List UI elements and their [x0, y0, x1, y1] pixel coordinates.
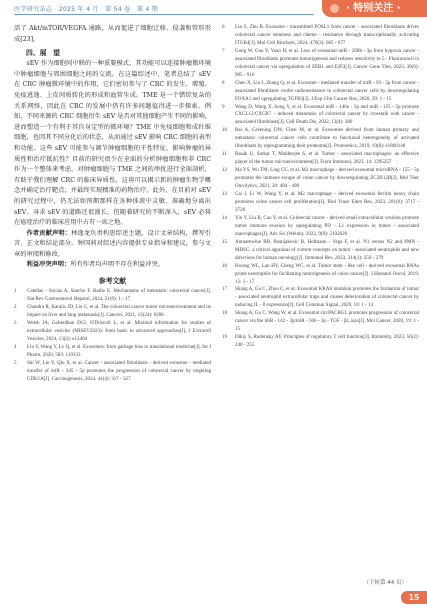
reference-item — [222, 80, 419, 104]
reference-number: 17 — [222, 286, 228, 293]
reference-number: 19 — [222, 334, 228, 341]
reference-text: Gong W, Guo Y, Yuan H, et al. Loss of exosomal miR - 200b - 3p from hypoxia cancer - associated fibroblasts promotes tumorigenesis and reduces sensitivity to 5 - Fluorouracil in colorectal cancer via upregulation of ZEB1 and E2F3[J]. Cancer Gene Ther, 2023, 30(6): 905 - 916 — [235, 47, 419, 78]
reference-text: Welsh JA, Goberdhan DCI, O'Driscoll L, et al. Minimal information for studies of extracellular vesicles (MISEV2023): from basic to advanced approaches[J]. J Extracell Vesicles, 2024, 13(2): e12404 — [27, 319, 211, 342]
reference-item — [222, 48, 419, 80]
reference-text: Shang A, Gu C, Zhou C, et al. Exosomal KRAS mutation promotes the formation of tumor - associated neutrophil extracellular traps and causes deterioration of colorectal cancer by inducing IL - 8 expression[J]. Cell Commun Signal, 2020, 18: 1 - 14 — [235, 286, 419, 309]
reference-text: Catellas - Socias A, Sancho F, Batlle E. Mechanisms of metastatic colorectal cancer[J]. Nat Rev Gastroenterol Hepatol, 2024, 21(9): 1 - 17 — [27, 288, 211, 303]
reference-text: Shang A, Gu C, Wang W, et al. Exosomal circPACRGL promotes progression of colorectal cancer via the miR - 142 - 3p/miR - 506 - 3p - TGF - β1 axis[J]. Mol Cancer, 2020, 19: 1 - 15 — [235, 310, 419, 333]
left-column — [14, 24, 211, 384]
reference-number: 3 — [14, 319, 17, 326]
reference-item — [222, 239, 419, 263]
reference-number: 13 — [222, 191, 228, 198]
reference-text: Chandra R, Karalis JD, Liu C, et al. The colorectal cancer tumor microenvironment and its impact on liver and lung metastasis[J]. Cancers, 2021, 13(24): 6206 — [27, 303, 211, 318]
conflict-text: 所有作者均声明不存在利益冲突。 — [70, 261, 164, 269]
section-heading-outlook: 四、展 望 — [26, 49, 60, 58]
reference-number: 6 — [222, 24, 225, 30]
reference-text: Cai J, Li W, Wang Y, et al. M2 macrophage - derived exosomal ferritin heavy chain promotes colon cancer cell proliferation[J]. Biol Trace Elem Res, 2023, 201(8): 3717 - 3728 — [235, 191, 419, 213]
journal-running-head: 医学研究杂志 2025 年 4 月 第 54 卷 第 4 期 — [14, 6, 159, 13]
reference-item — [14, 320, 211, 344]
reference-item — [222, 167, 419, 191]
reference-item — [222, 334, 419, 350]
author-contribution-label: 作者贡献声明： — [26, 229, 72, 237]
reference-item — [222, 191, 419, 215]
reference-text: Lin S, Zhu B. Exosome - transmitted FOSL1 from cancer - associated fibroblasts drives colorectal cancer stemness and chemo - resistance through transcriptionally activating ITGB4[J]. Mol Cell Biochem, 2024, 479(3): 665 - 677 — [235, 24, 419, 46]
reference-item — [222, 310, 419, 334]
section-tag — [322, 0, 427, 17]
conflict-statement — [14, 260, 211, 271]
reference-text: Dikiy S, Rudensky AY. Principles of regulatory T cell function[J]. Immunity, 2023, 56(2): 240 - 255 — [235, 334, 419, 349]
reference-item — [14, 304, 211, 320]
right-column — [222, 24, 419, 350]
reference-number: 7 — [222, 47, 225, 54]
author-contribution-text: 林逸龙负责构思综述主题，设计文章结构，撰写引言、正文和结论部分。钟国莉对综述内容提供专业指导和建议，参与文章的审阅和修改。 — [14, 229, 211, 258]
reference-number: 12 — [222, 167, 228, 174]
reference-list-left — [14, 288, 211, 383]
reference-item — [222, 104, 419, 128]
reference-item — [14, 344, 211, 360]
reference-text: Shi W, Lin Y, Qiu X, et al. Cancer - associated fibroblasts - derived exosome - mediated transfer of miR - 345 - 5p promotes the progression of colorectal cancer by targeting CDK1A[J]. Carcinogenesis, 2024, 44(4): 317 - 327 — [27, 359, 211, 382]
reference-number: 2 — [14, 303, 17, 310]
continued-on-page-note: （下转第 44 页） — [363, 580, 407, 586]
author-contribution — [14, 229, 211, 261]
page-header — [0, 0, 427, 22]
reference-text: Rai A, Greening DW, Chen M, et al. Exosomes derived from human primary and metastatic colorectal cancer cells contribute to functional heterogeneity of activated fibroblasts by reprogramming their proteome[J]. Proteomics, 2019, 19(8): e1800148 — [235, 127, 419, 150]
reference-number: 5 — [14, 359, 17, 366]
reference-text: Hwang WL, Lan HY, Cheng WC, et al. Tumor stem - like cell - derived exosomal RNAs prime neutrophils for facilitating tumorigenesis of colon cancer[J]. J Hematol Oncol, 2019, 12: 1 - 17 — [235, 262, 419, 285]
reference-item — [222, 215, 419, 239]
paragraph-outlook: sEV 作为细胞间中联的一种重要模式，其功能可以连接肿瘤微环境中肿瘤细胞与周围细胞之间的交流。在这篇综述中，笔者总结了 sEV 在 CRC 肿瘤微环境中的作用，它们密切参与了 CRC 的发生、增殖、免疫逃逸、上皮间质转化的形成和血管生成。TME 是一个错综复杂的关系网络，因此在 CRC 的发展中仍有许多问题值得进一步探索。例如，不同来源的 CRC 细胞衍生 sEV 是否对其他细胞产生不同的影响，进而塑造一个有利于其自身定型的微环境？TME 中免疫细胞和成纤维细胞，也因其不同分化后的状态，从而通过 sEV 影响 CRC 细胞的表型和功能。这些 sEV 可能参与调节肿瘤细胞的干性特征，影响肿瘤的异质性和治疗抵抗性？目前的研究很少在全面的分析肿瘤细胞和非 CRC 作为一个整体来考虑。对肿瘤细胞与 TME 之间的串扰进行全面剖析，有助于我们理解 CRC 的临床异质性，这将可以揭示新的肿瘤生物学概念并确定治疗靶点，并最终实现精准的药物治疗。此外，在目前对 sEV 的研究过程中，仍无法如预期那样在各种体液中灵敏、准确地分离出 sEV。寻求 sEV 的道路还很漫长，但随着研究的不断深入，sEV 必将在癌症治疗的临床应用中占有一席之地。 — [14, 60, 211, 227]
reference-number: 16 — [222, 262, 228, 269]
reference-number: 11 — [222, 151, 227, 158]
header-rule — [14, 14, 314, 15]
tag-dot-icon — [330, 4, 339, 13]
reference-item — [222, 286, 419, 310]
page-number: 15 — [401, 591, 427, 604]
reference-list-right — [222, 24, 419, 350]
reference-item — [222, 24, 419, 48]
reference-item — [222, 263, 419, 287]
reference-number: 10 — [222, 127, 228, 134]
reference-item — [14, 360, 211, 384]
reference-number: 14 — [222, 214, 228, 221]
reference-number: 4 — [14, 343, 17, 350]
reference-text: Wang D, Wang X, Song Y, et al. Exosomal miR - 146a - 5p and miR - 155 - 5p promote CXCL12/CXCR7 - induced metastasis of colorectal cancer by crosstalk with cancer - associated fibroblasts[J]. Cell Death Dis, 2022, 13(4): 380 — [235, 103, 419, 126]
reference-text: Basak U, Sarkar T, Mukherjee S, et al. Tumor - associated macrophages: an effective player of the tumor microenvironment[J]. Front Immunol, 2023, 14: 1295257 — [235, 151, 419, 166]
reference-text: Chen X, Liu J, Zhang Q, et al. Exosome - mediated transfer of miR - 93 - 5p from cancer - associated fibroblasts confer radioresistance in colorectal cancer cells by downregulating FOXA1 and upregulating TGFB3[J]. J Exp Clin Cancer Res, 2020, 39: 1 - 15 — [235, 79, 419, 102]
reference-text: Yin Y, Liu B, Cao Y, et al. Colorectal cancer - derived small extracellular vesicles promote tumor immune evasion by upregulating PD - L1 expression in tumor - associated macrophages[J]. Adv Sci (Weinh), 2022, 9(9): 2102620 — [235, 214, 419, 237]
reference-item — [222, 151, 419, 167]
reference-number: 15 — [222, 238, 228, 245]
reference-text: Antuamwine BB, Bosnjakovic R, Hofmann - Vega F, et al. N1 versus N2 and PMN - MDSC: a critical appraisal of current concepts on tumor - associated neutrophils and new directions for human oncology[J]. Immunol Rev, 2023, 314(1): 250 - 279 — [235, 238, 419, 261]
paragraph-continued: 活了 Akt/mTOR/VEGFA 通路，从而促进了细胞迁移、侵袭和管形形成[23]。 — [14, 25, 211, 43]
reference-number: 8 — [222, 79, 225, 86]
reference-text: Ma YS, Wu TM, Ling CC, et al. M2 macrophage - derived exosomal microRNA - 155 - 5p promotes the immune escape of colon cancer by downregulating ZC3H12B[J]. Mol Ther Oncolytics, 2021, 20: 484 - 498 — [235, 167, 419, 190]
reference-number: 1 — [14, 288, 17, 295]
reference-item — [222, 127, 419, 151]
conflict-label: 利益冲突声明： — [26, 261, 71, 269]
references-title: 参考文献 — [98, 277, 127, 286]
reference-text: Liu Y, Wang Y, Lv Q, et al. Exosomes: from garbage bins to translational medicine[J]. Int J Pharm, 2020, 583: 119333 — [27, 343, 211, 358]
reference-number: 18 — [222, 310, 228, 317]
reference-item — [14, 288, 211, 304]
section-tag-label: · 特别关注 · — [346, 3, 401, 14]
reference-number: 9 — [222, 103, 225, 110]
